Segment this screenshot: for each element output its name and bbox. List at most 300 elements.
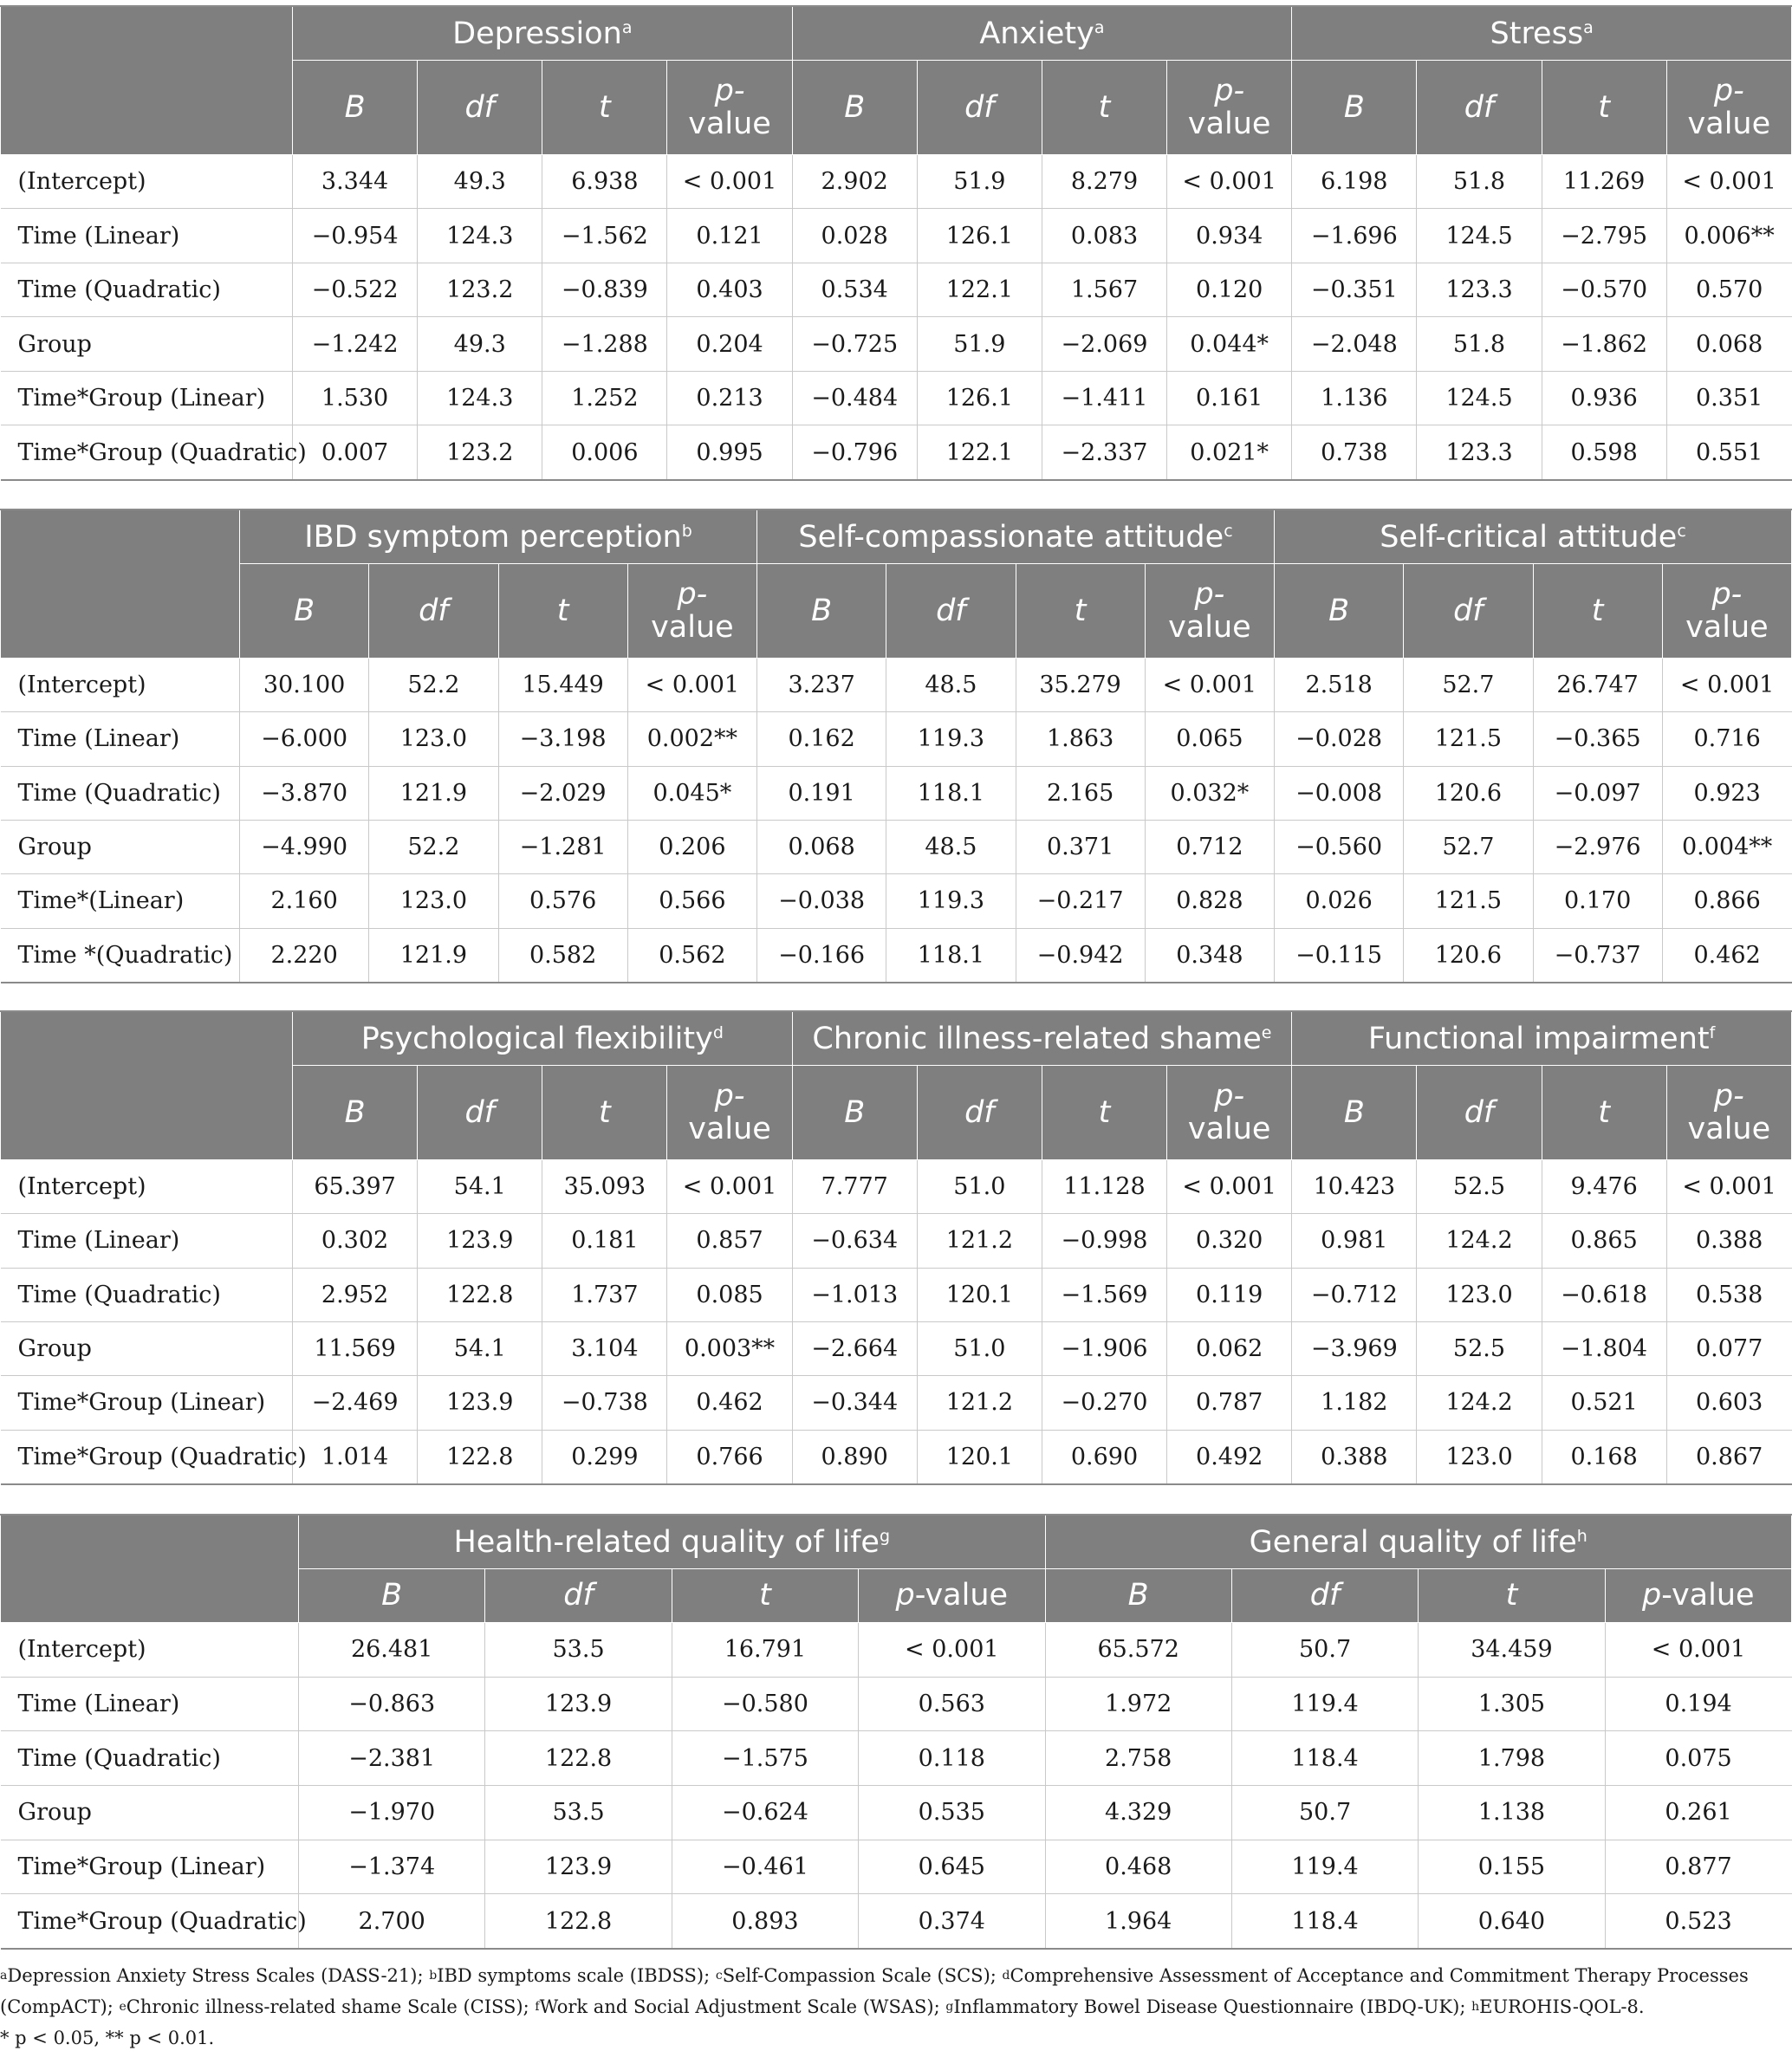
group-title: Depression (452, 16, 622, 51)
table-cell: 0.712 (1145, 820, 1274, 873)
table-row (1, 820, 1792, 873)
p-label: p- (1713, 73, 1744, 108)
group-footnote-marker: h (1576, 1526, 1587, 1546)
table-cell: 2.952 (293, 1268, 418, 1321)
table-cell: 2.165 (1016, 766, 1145, 820)
table-cell: 0.462 (1662, 928, 1791, 983)
column-header-df: df (1231, 1569, 1418, 1623)
column-header-df: df (485, 1569, 672, 1623)
footnote-text: IBD symptoms scale (IBDSS); (437, 1965, 716, 1986)
table-cell: 0.981 (1292, 1214, 1417, 1268)
table-cell: 0.603 (1666, 1376, 1791, 1430)
group-footnote-marker: a (1094, 17, 1105, 37)
table-cell: −0.115 (1275, 928, 1404, 983)
group-header-row (1, 1011, 1792, 1066)
column-header-b: B (792, 61, 917, 155)
group-title: Anxiety (979, 16, 1094, 51)
table-cell: 123.9 (418, 1214, 542, 1268)
table-cell: 2.902 (792, 155, 917, 209)
table-cell: 1.972 (1045, 1677, 1231, 1731)
table-cell: 0.003** (667, 1321, 792, 1375)
table-cell: 0.213 (667, 371, 792, 425)
table-cell: −0.998 (1042, 1214, 1166, 1268)
table-cell: < 0.001 (1167, 1160, 1292, 1214)
table-cell: 3.237 (757, 659, 886, 712)
table-cell: 0.582 (498, 928, 627, 983)
table-cell: 51.0 (917, 1160, 1042, 1214)
table-cell: −0.365 (1533, 712, 1662, 766)
group-header (1292, 1011, 1792, 1066)
table-cell: 123.0 (369, 712, 498, 766)
results-table-1 (0, 5, 1792, 481)
table-cell: 0.194 (1605, 1677, 1791, 1731)
column-header-p-value (859, 1569, 1045, 1623)
table-cell: −1.569 (1042, 1268, 1166, 1321)
table-cell: −0.217 (1016, 874, 1145, 928)
table-cell: 0.766 (667, 1430, 792, 1484)
table-cell: 123.9 (485, 1840, 672, 1894)
table-cell: −1.575 (672, 1731, 858, 1786)
table-cell: 0.570 (1666, 263, 1791, 316)
table-cell: 123.2 (418, 425, 542, 480)
table-cell: 0.936 (1542, 371, 1666, 425)
table-cell: 11.128 (1042, 1160, 1166, 1214)
table-cell: < 0.001 (1666, 1160, 1791, 1214)
table-cell: < 0.001 (1666, 155, 1791, 209)
table-cell: −1.411 (1042, 371, 1166, 425)
table-cell: 122.8 (418, 1430, 542, 1484)
table-cell: 120.6 (1404, 766, 1533, 820)
group-title: Health-related quality of life (453, 1524, 880, 1560)
table-cell: 52.5 (1417, 1321, 1542, 1375)
column-header-b: B (293, 1066, 418, 1160)
p-label: p- (677, 576, 708, 612)
table-cell: 0.026 (1275, 874, 1404, 928)
table-cell: −3.870 (240, 766, 369, 820)
column-header-t: t (542, 61, 667, 155)
table-cell: 0.002** (627, 712, 756, 766)
column-header-t: t (498, 564, 627, 659)
table-cell: 120.1 (917, 1268, 1042, 1321)
footnote-marker: b (429, 1969, 438, 1983)
table-cell: 9.476 (1542, 1160, 1666, 1214)
table-cell: 0.866 (1662, 874, 1791, 928)
corner-cell (1, 1515, 299, 1623)
column-header-p-value (1145, 564, 1274, 659)
table-cell: 124.3 (418, 371, 542, 425)
table-cell: 7.777 (792, 1160, 917, 1214)
table-cell: 0.857 (667, 1214, 792, 1268)
table-cell: 1.567 (1042, 263, 1166, 316)
group-footnote-marker: d (712, 1022, 724, 1042)
table-cell: 0.206 (627, 820, 756, 873)
table-cell: 0.162 (757, 712, 886, 766)
table-cell: 1.305 (1419, 1677, 1605, 1731)
column-header-p-value (1666, 1066, 1791, 1160)
table-cell: 124.2 (1417, 1376, 1542, 1430)
table-cell: −4.990 (240, 820, 369, 873)
table-cell: 0.738 (1292, 425, 1417, 480)
value-label: value (688, 107, 771, 141)
table-cell: 52.2 (369, 659, 498, 712)
table-cell: 49.3 (418, 317, 542, 371)
row-label: Time (Linear) (1, 712, 240, 766)
table-cell: −2.381 (299, 1731, 485, 1786)
table-cell: 53.5 (485, 1623, 672, 1678)
p-label: p- (714, 1078, 745, 1113)
table-cell: −2.976 (1533, 820, 1662, 873)
footnote-text: Comprehensive Assessment of Acceptance and Commitment Therapy Processes (CompACT); (0, 1965, 1749, 2017)
row-label: Time*Group (Quadratic) (1, 1894, 299, 1949)
table-cell: −0.580 (672, 1677, 858, 1731)
table-cell: 0.261 (1605, 1785, 1791, 1840)
table-cell: 3.104 (542, 1321, 667, 1375)
group-footnote-marker: c (1224, 521, 1233, 541)
table-cell: 0.562 (627, 928, 756, 983)
table-cell: 1.737 (542, 1268, 667, 1321)
value-label: value (1187, 107, 1271, 141)
table-cell: 0.716 (1662, 712, 1791, 766)
value-label: value (688, 1112, 771, 1146)
table-cell: −0.634 (792, 1214, 917, 1268)
table-cell: 3.344 (293, 155, 418, 209)
row-label: Group (1, 317, 293, 371)
group-footnote-marker: b (681, 521, 692, 541)
table-cell: 0.007 (293, 425, 418, 480)
table-cell: 30.100 (240, 659, 369, 712)
table-cell: −2.664 (792, 1321, 917, 1375)
table-cell: 65.572 (1045, 1623, 1231, 1678)
table-cell: 0.934 (1167, 209, 1292, 263)
table-cell: 0.640 (1419, 1894, 1605, 1949)
table-cell: 118.4 (1231, 1731, 1418, 1786)
column-header-p-value (667, 61, 792, 155)
table-row (1, 1321, 1792, 1375)
table-cell: 0.021* (1167, 425, 1292, 480)
table-cell: 0.893 (672, 1894, 858, 1949)
table-cell: 0.563 (859, 1677, 1045, 1731)
column-header-t: t (542, 1066, 667, 1160)
table-cell: 0.121 (667, 209, 792, 263)
row-label: Group (1, 1785, 299, 1840)
table-row (1, 263, 1792, 316)
table-cell: 0.320 (1167, 1214, 1292, 1268)
table-cell: 118.1 (886, 766, 1016, 820)
table-cell: 0.170 (1533, 874, 1662, 928)
group-title: Stress (1490, 16, 1584, 51)
table-cell: 2.518 (1275, 659, 1404, 712)
table-cell: −1.804 (1542, 1321, 1666, 1375)
column-header-t: t (1042, 1066, 1166, 1160)
table-cell: −1.374 (299, 1840, 485, 1894)
row-label: Time (Quadratic) (1, 1268, 293, 1321)
footnote-text: EUROHIS-QOL-8. (1479, 1996, 1645, 2017)
table-cell: 0.867 (1666, 1430, 1791, 1484)
table-cell: 52.7 (1404, 820, 1533, 873)
row-label: Time*Group (Quadratic) (1, 1430, 293, 1484)
table-row (1, 712, 1792, 766)
table-cell: 0.006** (1666, 209, 1791, 263)
table-cell: −0.942 (1016, 928, 1145, 983)
footnote-marker: d (1002, 1969, 1010, 1983)
table-cell: 0.120 (1167, 263, 1292, 316)
table-cell: −0.028 (1275, 712, 1404, 766)
p-label: p- (714, 73, 745, 108)
table-cell: −0.008 (1275, 766, 1404, 820)
group-footnote-marker: a (1583, 17, 1594, 37)
table-cell: 51.9 (917, 317, 1042, 371)
table-cell: −2.069 (1042, 317, 1166, 371)
p-label: p- (1713, 1078, 1744, 1113)
column-header-b: B (1292, 1066, 1417, 1160)
table-cell: −1.970 (299, 1785, 485, 1840)
table-cell: 0.890 (792, 1430, 917, 1484)
table-cell: 123.0 (369, 874, 498, 928)
footnote-text: Self-Compassion Scale (SCS); (722, 1965, 1003, 1986)
table-cell: 0.044* (1167, 317, 1292, 371)
table-cell: 0.065 (1145, 712, 1274, 766)
table-cell: 0.551 (1666, 425, 1791, 480)
table-cell: 0.877 (1605, 1840, 1791, 1894)
table-cell: 123.3 (1417, 425, 1542, 480)
p-label: p- (1214, 1078, 1245, 1113)
group-title: Self-compassionate attitude (798, 519, 1224, 555)
table-cell: 0.787 (1167, 1376, 1292, 1430)
table-cell: −0.737 (1533, 928, 1662, 983)
table-cell: < 0.001 (627, 659, 756, 712)
column-header-df: df (1417, 61, 1542, 155)
table-cell: −1.281 (498, 820, 627, 873)
table-cell: −1.862 (1542, 317, 1666, 371)
column-header-t: t (1542, 1066, 1666, 1160)
row-label: Time *(Quadratic) (1, 928, 240, 983)
table-cell: 120.6 (1404, 928, 1533, 983)
column-header-t: t (1533, 564, 1662, 659)
table-cell: 0.828 (1145, 874, 1274, 928)
group-footnote-marker: g (879, 1526, 891, 1546)
column-header-p-value (1662, 564, 1791, 659)
p-label: p- (1214, 73, 1245, 108)
table-cell: 0.566 (627, 874, 756, 928)
table-cell: 48.5 (886, 659, 1016, 712)
table-cell: 54.1 (418, 1160, 542, 1214)
table-cell: 0.645 (859, 1840, 1045, 1894)
row-label: Group (1, 820, 240, 873)
group-title: General quality of life (1249, 1524, 1577, 1560)
table-cell: 1.964 (1045, 1894, 1231, 1949)
value-label: value (1168, 610, 1251, 645)
table-cell: 122.8 (485, 1731, 672, 1786)
table-cell: 0.181 (542, 1214, 667, 1268)
table-cell: 35.279 (1016, 659, 1145, 712)
table-cell: 123.0 (1417, 1268, 1542, 1321)
row-label: Time*Group (Quadratic) (1, 425, 293, 480)
column-header-b: B (1292, 61, 1417, 155)
table-row (1, 874, 1792, 928)
footnote-marker: f (535, 2000, 540, 2014)
table-row (1, 659, 1792, 712)
table-cell: 1.798 (1419, 1731, 1605, 1786)
group-header (299, 1515, 1046, 1569)
table-cell: −0.484 (792, 371, 917, 425)
table-cell: 0.299 (542, 1430, 667, 1484)
table-cell: −1.288 (542, 317, 667, 371)
table-cell: −2.029 (498, 766, 627, 820)
table-cell: 0.388 (1666, 1214, 1791, 1268)
group-header-row (1, 510, 1792, 564)
group-footnote-marker: c (1677, 521, 1686, 541)
table-cell: 126.1 (917, 371, 1042, 425)
table-cell: 1.863 (1016, 712, 1145, 766)
table-cell: 0.351 (1666, 371, 1791, 425)
column-header-b: B (240, 564, 369, 659)
table-cell: 50.7 (1231, 1623, 1418, 1678)
table-cell: 123.9 (418, 1376, 542, 1430)
table-cell: 124.5 (1417, 371, 1542, 425)
table-cell: 0.538 (1666, 1268, 1791, 1321)
group-header-row (1, 1515, 1792, 1569)
table-cell: 0.598 (1542, 425, 1666, 480)
table-row (1, 1894, 1792, 1949)
column-header-p-value (1167, 61, 1292, 155)
table-cell: 2.700 (299, 1894, 485, 1949)
table-cell: 0.403 (667, 263, 792, 316)
table-cell: 122.1 (917, 425, 1042, 480)
table-cell: 1.530 (293, 371, 418, 425)
value-label: value (1187, 1112, 1271, 1146)
value-label: value (651, 610, 734, 645)
table-cell: 51.8 (1417, 155, 1542, 209)
footnote-text: Depression Anxiety Stress Scales (DASS-21); (7, 1965, 430, 1986)
column-header-df: df (418, 1066, 542, 1160)
table-cell: 0.865 (1542, 1214, 1666, 1268)
table-cell: 2.220 (240, 928, 369, 983)
table-cell: 1.182 (1292, 1376, 1417, 1430)
table-cell: −0.522 (293, 263, 418, 316)
row-label: Time (Linear) (1, 209, 293, 263)
table-cell: 122.8 (485, 1894, 672, 1949)
table-cell: −0.954 (293, 209, 418, 263)
table-cell: −1.013 (792, 1268, 917, 1321)
column-header-df: df (1417, 1066, 1542, 1160)
table-cell: 0.032* (1145, 766, 1274, 820)
value-label: -value (914, 1578, 1009, 1613)
group-footnote-marker: e (1261, 1022, 1272, 1042)
group-title: Self-critical attitude (1380, 519, 1678, 555)
table-cell: 0.119 (1167, 1268, 1292, 1321)
row-label: Group (1, 1321, 293, 1375)
table-cell: −0.270 (1042, 1376, 1166, 1430)
table-cell: 52.2 (369, 820, 498, 873)
footnote-abbreviations (0, 1960, 1768, 2022)
table-cell: 0.168 (1542, 1430, 1666, 1484)
table-cell: 0.923 (1662, 766, 1791, 820)
table-cell: −0.796 (792, 425, 917, 480)
table-cell: 0.068 (1666, 317, 1791, 371)
footnote-marker: e (119, 2000, 127, 2014)
table-cell: 2.758 (1045, 1731, 1231, 1786)
group-header-row (1, 6, 1792, 61)
table-cell: −0.618 (1542, 1268, 1666, 1321)
table-cell: 0.161 (1167, 371, 1292, 425)
column-header-df: df (1404, 564, 1533, 659)
table-cell: 0.523 (1605, 1894, 1791, 1949)
table-cell: 35.093 (542, 1160, 667, 1214)
table-row (1, 209, 1792, 263)
column-header-t: t (672, 1569, 858, 1623)
table-cell: −0.038 (757, 874, 886, 928)
row-label: (Intercept) (1, 155, 293, 209)
table-cell: 0.062 (1167, 1321, 1292, 1375)
table-cell: 53.5 (485, 1785, 672, 1840)
table-cell: 0.006 (542, 425, 667, 480)
table-cell: 119.4 (1231, 1677, 1418, 1731)
table-cell: 124.3 (418, 209, 542, 263)
table-cell: 0.371 (1016, 820, 1145, 873)
table-row (1, 371, 1792, 425)
table-row (1, 1731, 1792, 1786)
table-cell: 122.1 (917, 263, 1042, 316)
column-header-t: t (1542, 61, 1666, 155)
table-cell: 48.5 (886, 820, 1016, 873)
column-header-p-value (627, 564, 756, 659)
table-cell: −0.560 (1275, 820, 1404, 873)
corner-cell (1, 6, 293, 155)
table-cell: 0.492 (1167, 1430, 1292, 1484)
column-header-t: t (1042, 61, 1166, 155)
table-row (1, 1840, 1792, 1894)
table-cell: −1.696 (1292, 209, 1417, 263)
table-cell: 1.014 (293, 1430, 418, 1484)
table-cell: 119.3 (886, 874, 1016, 928)
table-cell: −2.469 (293, 1376, 418, 1430)
table-cell: 2.160 (240, 874, 369, 928)
table-row (1, 1677, 1792, 1731)
table-row (1, 1160, 1792, 1214)
table-cell: 0.534 (792, 263, 917, 316)
column-header-p-value (667, 1066, 792, 1160)
column-header-p-value (1605, 1569, 1791, 1623)
row-label: Time*Group (Linear) (1, 1840, 299, 1894)
table-cell: 0.388 (1292, 1430, 1417, 1484)
table-cell: 11.269 (1542, 155, 1666, 209)
row-label: Time*Group (Linear) (1, 371, 293, 425)
table-cell: −3.198 (498, 712, 627, 766)
row-label: Time (Quadratic) (1, 1731, 299, 1786)
table-cell: 1.252 (542, 371, 667, 425)
table-row (1, 1623, 1792, 1678)
row-label: Time*Group (Linear) (1, 1376, 293, 1430)
footnote-marker: c (715, 1969, 723, 1983)
table-cell: 26.747 (1533, 659, 1662, 712)
group-title: IBD symptom perception (304, 519, 682, 555)
table-row (1, 1214, 1792, 1268)
table-cell: 0.083 (1042, 209, 1166, 263)
table-cell: 119.3 (886, 712, 1016, 766)
table-cell: 118.1 (886, 928, 1016, 983)
table-cell: < 0.001 (1167, 155, 1292, 209)
group-header (293, 6, 793, 61)
table-cell: −2.337 (1042, 425, 1166, 480)
row-label: Time (Quadratic) (1, 766, 240, 820)
table-cell: 121.2 (917, 1376, 1042, 1430)
table-cell: −0.624 (672, 1785, 858, 1840)
row-label: (Intercept) (1, 659, 240, 712)
table-cell: 0.462 (667, 1376, 792, 1430)
table-cell: 126.1 (917, 209, 1042, 263)
column-header-b: B (299, 1569, 485, 1623)
row-label: Time (Linear) (1, 1677, 299, 1731)
